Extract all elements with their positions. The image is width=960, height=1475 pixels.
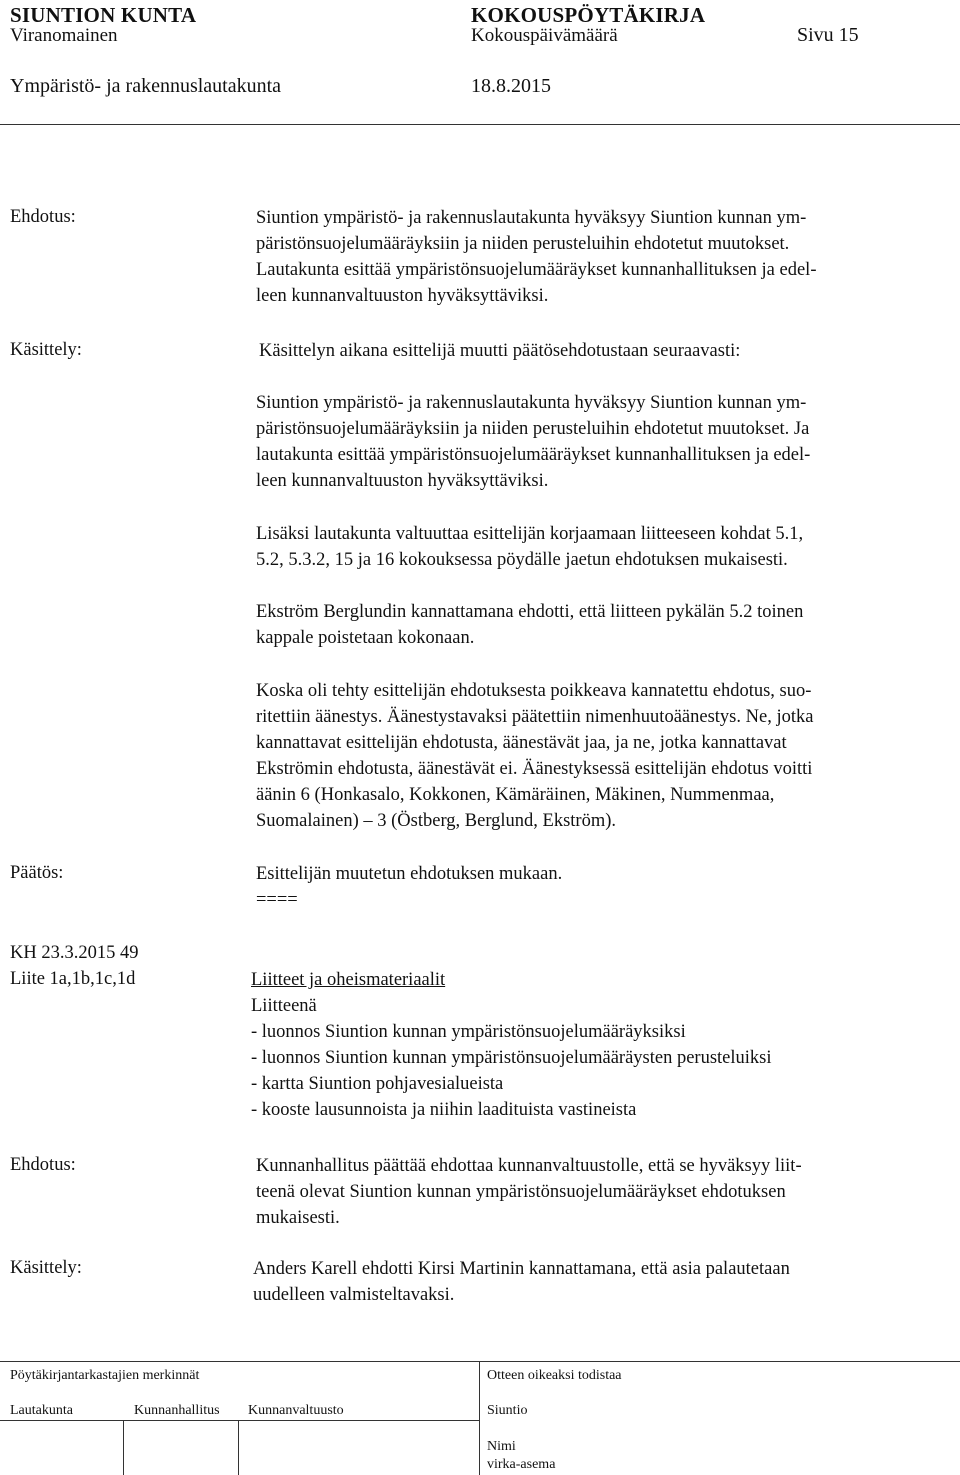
footer-name-label: Nimi xyxy=(487,1439,516,1454)
list-item: - kooste lausunnoista ja niihin laadituista vastineista xyxy=(251,1100,637,1120)
attachment-reference: Liite 1a,1b,1c,1d xyxy=(10,969,136,989)
vote-text xyxy=(256,678,946,834)
footer-top-border xyxy=(0,1361,960,1362)
attachments-heading: Liitteet ja oheismateriaalit xyxy=(251,970,446,990)
text-line: Ekström Berglundin kannattamana ehdotti, että liitteen pykälän 5.2 toinen xyxy=(256,602,804,622)
handling-text-2 xyxy=(253,1256,943,1308)
attachments-list xyxy=(251,967,941,1123)
text-line: Lautakunta esittää ympäristönsuojelumääräykset kunnanhallituksen ja edel- xyxy=(256,260,817,280)
text-line: Koska oli tehty esittelijän ehdotuksesta poikkeava kannatettu ehdotus, suo- xyxy=(256,681,812,701)
document-type: KOKOUSPÖYTÄKIRJA xyxy=(471,3,706,27)
reviewers-label: Pöytäkirjantarkastajien merkinnät xyxy=(10,1368,200,1383)
text-line: Siuntion ympäristö- ja rakennuslautakunta hyväksyy Siuntion kunnan ym- xyxy=(256,393,807,413)
header-divider xyxy=(0,124,960,125)
text-line: 5.2, 5.3.2, 15 ja 16 kokouksessa pöydälle jaetun ehdotuksen mukaisesti. xyxy=(256,550,788,570)
text-line: lautakunta esittää ympäristönsuojelumääräykset kunnanhallituksen ja edel- xyxy=(256,445,811,465)
footer-col-divider-2 xyxy=(238,1420,239,1475)
text-line: mukaisesti. xyxy=(256,1208,340,1228)
text-line: leen kunnanvaltuuston hyväksyttäviksi. xyxy=(256,286,549,306)
text-line: äänin 6 (Honkasalo, Kokkonen, Kämäräinen, Mäkinen, Nummenmaa, xyxy=(256,785,775,805)
attachments-subheading: Liitteenä xyxy=(251,996,317,1016)
text-line: kappale poistetaan kokonaan. xyxy=(256,628,475,648)
list-item: - luonnos Siuntion kunnan ympäristönsuojelumääräysten perusteluiksi xyxy=(251,1048,772,1068)
list-item: - luonnos Siuntion kunnan ympäristönsuojelumääräyksiksi xyxy=(251,1022,686,1042)
text-line: Lisäksi lautakunta valtuuttaa esittelijän korjaamaan liitteeseen kohdat 5.1, xyxy=(256,524,804,544)
proposal-label: Ehdotus: xyxy=(10,207,76,227)
text-line: ritettiin äänestys. Äänestystavaksi päätettiin nimenhuutoäänestys. Ne, jotka xyxy=(256,707,814,727)
footer-col-kunnanvaltuusto: Kunnanvaltuusto xyxy=(248,1403,344,1418)
kh-reference: KH 23.3.2015 49 xyxy=(10,943,139,963)
text-line: uudelleen valmisteltavaksi. xyxy=(253,1285,455,1305)
text-line: Ekströmin ehdotusta, äänestävät ei. Äänestyksessä esittelijän ehdotus voitti xyxy=(256,759,813,779)
text-line: leen kunnanvaltuuston hyväksyttäviksi. xyxy=(256,471,549,491)
text-line: Käsittelyn aikana esittelijä muutti päätösehdotustaan seuraavasti: xyxy=(259,341,741,361)
proposal-text-2 xyxy=(256,1153,946,1231)
text-line: päristönsuojelumääräyksiin ja niiden perusteluihin ehdotetut muutokset. xyxy=(256,234,790,254)
list-item: - kartta Siuntion pohjavesialueista xyxy=(251,1074,504,1094)
addition-text xyxy=(256,521,946,573)
proposal-text xyxy=(256,205,946,309)
text-line: teenä olevat Siuntion kunnan ympäristönsuojelumääräykset ehdotuksen xyxy=(256,1182,786,1202)
footer-left-row-divider xyxy=(0,1420,479,1421)
text-line: Esittelijän muutetun ehdotuksen mukaan. xyxy=(256,864,563,884)
certified-label: Otteen oikeaksi todistaa xyxy=(487,1368,622,1383)
footer-col-divider-1 xyxy=(123,1420,124,1475)
authority-label: Viranomainen xyxy=(10,25,118,46)
text-line: Anders Karell ehdotti Kirsi Martinin kannattamana, että asia palautetaan xyxy=(253,1259,790,1279)
ekstrom-proposal xyxy=(256,599,946,651)
decision-text xyxy=(256,861,946,913)
handling-intro xyxy=(259,338,949,364)
text-line: päristönsuojelumääräyksiin ja niiden perusteluihin ehdotetut muutokset. Ja xyxy=(256,419,810,439)
footer-title-label: virka-asema xyxy=(487,1457,556,1472)
text-line: Kunnanhallitus päättää ehdottaa kunnanvaltuustolle, että se hyväksyy liit- xyxy=(256,1156,802,1176)
proposal-label-2: Ehdotus: xyxy=(10,1155,76,1175)
authority: Ympäristö- ja rakennuslautakunta xyxy=(10,75,282,97)
text-line: Siuntion ympäristö- ja rakennuslautakunta hyväksyy Siuntion kunnan ym- xyxy=(256,208,807,228)
handling-label-2: Käsittely: xyxy=(10,1258,82,1278)
footer-col-lautakunta: Lautakunta xyxy=(10,1403,73,1418)
decision-mark: ==== xyxy=(256,890,298,910)
text-line: kannattavat esittelijän ehdotusta, äänestävät jaa, ja ne, jotka kannattavat xyxy=(256,733,787,753)
footer-center-divider xyxy=(479,1361,480,1475)
handling-label: Käsittely: xyxy=(10,340,82,360)
page-number: Sivu 15 xyxy=(797,24,859,46)
meeting-date-label: Kokouspäivämäärä xyxy=(471,25,618,46)
footer-place-label: Siuntio xyxy=(487,1403,528,1418)
text-line: Suomalainen) – 3 (Östberg, Berglund, Ekström). xyxy=(256,811,617,831)
org-name: SIUNTION KUNTA xyxy=(10,3,197,27)
footer-col-kunnanhallitus: Kunnanhallitus xyxy=(134,1403,220,1418)
decision-label: Päätös: xyxy=(10,863,64,883)
amended-proposal xyxy=(256,390,946,494)
meeting-date: 18.8.2015 xyxy=(471,75,551,97)
